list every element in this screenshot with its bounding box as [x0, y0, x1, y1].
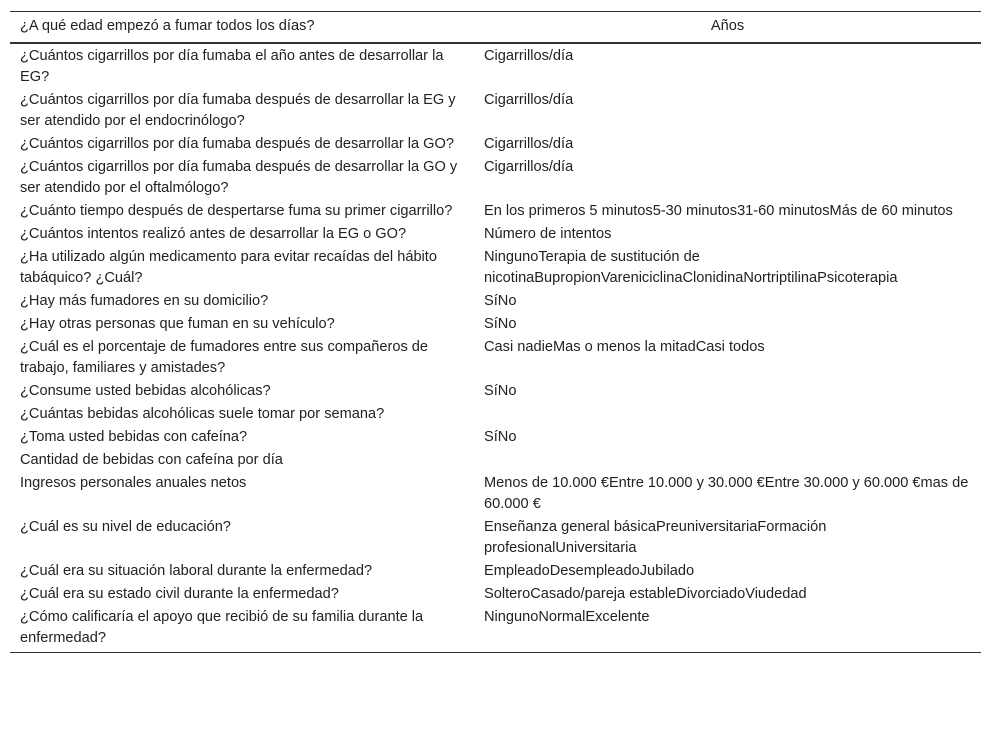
answer-cell: Número de intentos [484, 226, 612, 242]
answer-cell: SíNo [484, 429, 517, 445]
table-row [10, 43, 981, 89]
answer-cell: SíNo [484, 383, 517, 399]
table-body [10, 43, 981, 653]
answer-cell: SíNo [484, 293, 517, 309]
answer-cell [474, 449, 981, 472]
table-row [10, 336, 981, 380]
header-row [10, 12, 981, 44]
answer-cell: En los primeros 5 minutos5-30 minutos31-60 minutosMás de 60 minutos [484, 203, 953, 219]
table-row [10, 606, 981, 653]
table-row [10, 89, 981, 133]
table-row [10, 200, 981, 223]
table-row [10, 426, 981, 449]
table-header [10, 12, 981, 44]
answer-cell [474, 403, 981, 426]
table-row [10, 223, 981, 246]
questionnaire-table [10, 11, 981, 653]
question-cell: ¿Ha utilizado algún medicamento para evitar recaídas del hábito tabáquico? ¿Cuál? [20, 249, 437, 286]
question-cell: ¿Cuál es su nivel de educación? [20, 519, 231, 535]
header-answer: Años [474, 12, 981, 44]
table-row [10, 290, 981, 313]
answer-cell: EmpleadoDesempleadoJubilado [484, 563, 695, 579]
question-cell: ¿Cuál es el porcentaje de fumadores entre sus compañeros de trabajo, familiares y amistades? [20, 339, 429, 376]
question-cell: ¿Cuál era su estado civil durante la enfermedad? [20, 586, 339, 602]
answer-cell: SíNo [484, 316, 517, 332]
question-cell: ¿Cuántas bebidas alcohólicas suele tomar por semana? [20, 406, 385, 422]
answer-cell: Casi nadieMas o menos la mitadCasi todos [484, 339, 765, 355]
answer-cell: Cigarrillos/día [484, 136, 574, 152]
question-cell: ¿Cuántos cigarrillos por día fumaba después de desarrollar la GO? [20, 136, 454, 152]
answer-cell: NingunoTerapia de sustitución de nicotinaBupropionVareniciclinaClonidinaNortriptilinaPsicoterapia [484, 249, 898, 286]
question-cell: ¿Consume usted bebidas alcohólicas? [20, 383, 271, 399]
answer-cell: Cigarrillos/día [484, 48, 574, 64]
table-row [10, 516, 981, 560]
question-cell: ¿Cuánto tiempo después de despertarse fuma su primer cigarrillo? [20, 203, 453, 219]
question-cell: ¿Cuántos intentos realizó antes de desarrollar la EG o GO? [20, 226, 407, 242]
answer-cell: Cigarrillos/día [484, 92, 574, 108]
question-cell: ¿Toma usted bebidas con cafeína? [20, 429, 248, 445]
question-cell: ¿Hay otras personas que fuman en su vehículo? [20, 316, 335, 332]
table-row [10, 156, 981, 200]
question-cell: Cantidad de bebidas con cafeína por día [20, 452, 283, 468]
table-row [10, 472, 981, 516]
table-row [10, 560, 981, 583]
table-row [10, 380, 981, 403]
table-row [10, 403, 981, 426]
answer-cell: Cigarrillos/día [484, 159, 574, 175]
answer-cell: Menos de 10.000 €Entre 10.000 y 30.000 €Entre 30.000 y 60.000 €mas de 60.000 € [484, 475, 969, 512]
table-row [10, 313, 981, 336]
answer-cell: SolteroCasado/pareja estableDivorciadoViudedad [484, 586, 807, 602]
question-cell: ¿Cuántos cigarrillos por día fumaba después de desarrollar la GO y ser atendido por el oftalmólogo? [20, 159, 458, 196]
question-cell: ¿Cuántos cigarrillos por día fumaba después de desarrollar la EG y ser atendido por el endocrinólogo? [20, 92, 456, 129]
question-cell: ¿Cuántos cigarrillos por día fumaba el año antes de desarrollar la EG? [20, 48, 444, 85]
table-row [10, 583, 981, 606]
answer-cell: NingunoNormalExcelente [474, 606, 981, 653]
questionnaire-table-wrapper [10, 11, 981, 653]
table-row [10, 133, 981, 156]
answer-cell: Enseñanza general básicaPreuniversitariaFormación profesionalUniversitaria [484, 519, 827, 556]
table-row [10, 246, 981, 290]
question-cell: ¿Hay más fumadores en su domicilio? [20, 293, 269, 309]
question-cell: ¿Cómo calificaría el apoyo que recibió de su familia durante la enfermedad? [10, 606, 474, 653]
question-cell: Ingresos personales anuales netos [20, 475, 247, 491]
header-question: ¿A qué edad empezó a fumar todos los días? [10, 12, 474, 44]
table-row [10, 449, 981, 472]
question-cell: ¿Cuál era su situación laboral durante la enfermedad? [20, 563, 373, 579]
